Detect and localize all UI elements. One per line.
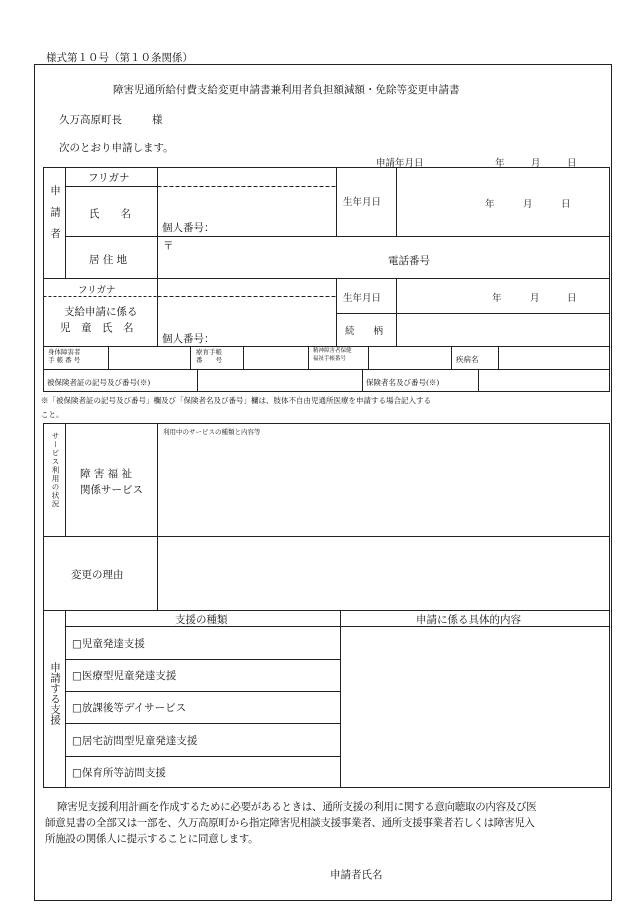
support-option-home-visit-child-development[interactable]: □居宅訪問型児童発達支援 [72, 735, 198, 747]
intro-text: 次のとおり申請します。 [59, 142, 174, 154]
insured-card-label: 被保険者証の記号及び番号(※) [47, 378, 151, 387]
addressee-honorific: 様 [152, 114, 163, 126]
applicant-birthdate-day: 日 [561, 199, 571, 210]
support-type-header: 支援の種類 [175, 614, 228, 626]
insurer-label: 保険者名及び番号(※) [366, 378, 440, 387]
applicant-birthdate-label: 生年月日 [343, 197, 382, 208]
applicant-birthdate-year: 年 [485, 199, 495, 210]
application-date-year: 年 [495, 158, 505, 169]
consent-line3: 所施設の関係人に提示することに同意します。 [45, 833, 259, 845]
physical-handbook-label [48, 348, 81, 364]
support-section-label: 申請する支援 [49, 662, 61, 725]
applicant-furigana-label: フリガナ [88, 172, 130, 184]
physical-handbook-label-line1: 身体障害者 [48, 348, 81, 356]
addressee-name: 久万高原町長 [59, 114, 122, 126]
application-date-month: 月 [531, 158, 541, 169]
rehab-handbook-label-line2: 番 号 [196, 356, 222, 364]
child-furigana-label: フリガナ [78, 285, 116, 296]
service-content-label: 利用中のサービスの種類と内容等 [163, 428, 261, 436]
note-line2: こと。 [41, 410, 64, 419]
service-category-line2: 関係サービス [80, 484, 143, 496]
consent-line1: 障害児支援利用計画を作成するために必要があるときは、通所支援の利用に関する意向聴取の内容及び医 [57, 801, 537, 813]
applicant-section-label: 申請者 [49, 185, 61, 250]
rehab-handbook-label-line1: 療育手帳 [196, 348, 222, 356]
change-reason-label: 変更の理由 [71, 569, 124, 581]
postal-mark: 〒 [163, 240, 174, 252]
physical-handbook-label-line2: 手 帳 番 号 [48, 356, 81, 364]
applicant-address-label: 居 住 地 [89, 254, 128, 266]
support-option-nursery-visit-support[interactable]: □保育所等訪問支援 [72, 767, 166, 779]
rehab-handbook-label [196, 348, 222, 364]
child-individual-number-label: 個人番号： [162, 333, 215, 345]
form-title: 障害児通所給付費支給変更申請書兼利用者負担額減額・免除等変更申請書 [113, 84, 460, 96]
note-line1: ※「被保険者証の記号及び番号」欄及び「保険者名及び番号」欄は、肢体不自由児通所医療を申請する場合記入する [41, 396, 431, 405]
support-option-after-school-day-service[interactable]: □放課後等デイサービス [72, 702, 187, 714]
child-name-label-line2: 児 童 氏 名 [60, 322, 134, 334]
service-usage-section-label: サービス利用の状況 [51, 432, 60, 509]
mental-handbook-label-line2: 福祉手帳番号 [313, 355, 347, 362]
child-birthdate-day: 日 [567, 293, 577, 304]
application-date-day: 日 [567, 158, 577, 169]
phone-label: 電話番号 [388, 255, 430, 267]
application-date-label: 申請年月日 [376, 158, 424, 169]
support-detail-header: 申請に係る具体的内容 [416, 614, 521, 626]
signature-label: 申請者氏名 [330, 869, 383, 881]
applicant-name-label: 氏 名 [89, 208, 131, 220]
child-birthdate-label: 生年月日 [343, 293, 382, 304]
applicant-birthdate-month: 月 [523, 199, 533, 210]
child-name-label-line1: 支給申請に係る [64, 306, 138, 318]
applicant-individual-number-label: 個人番号： [162, 222, 215, 234]
consent-line2: 師意見書の全部又は一部を、久万高原町から指定障害児相談支援事業者、通所支援事業者若しくは障害児入 [45, 817, 535, 829]
service-category-line1: 障 害 福 祉 [80, 468, 133, 480]
child-birthdate-month: 月 [530, 293, 540, 304]
mental-handbook-label [313, 348, 352, 363]
mental-handbook-label-line1: 精神障害者保健 [313, 348, 352, 354]
support-option-medical-child-development[interactable]: □医療型児童発達支援 [72, 670, 177, 682]
form-number: 様式第１０号（第１０条関係） [46, 52, 193, 64]
disease-name-label: 疾病名 [456, 355, 479, 364]
support-option-child-development[interactable]: □児童発達支援 [72, 638, 145, 650]
child-birthdate-year: 年 [492, 293, 502, 304]
child-relationship-label: 続 柄 [345, 326, 384, 337]
